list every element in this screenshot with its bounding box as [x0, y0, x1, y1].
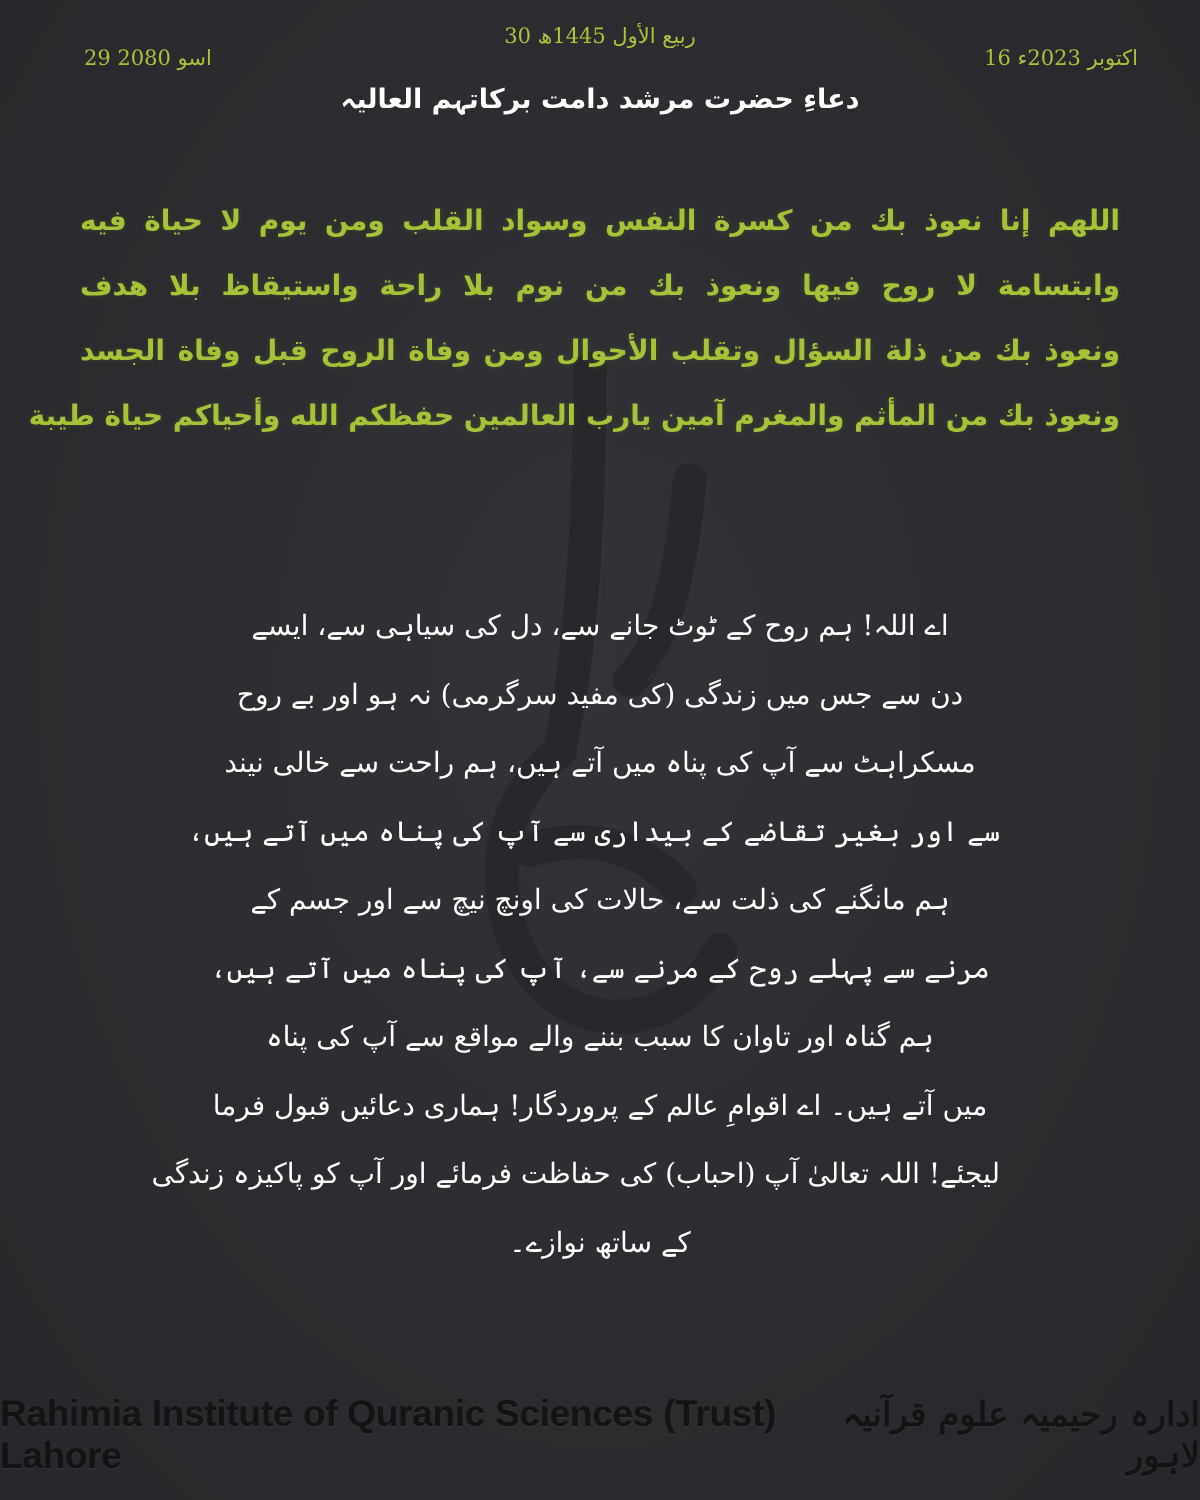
footer [0, 1393, 1200, 1476]
date-bikrami: 29 اسو 2080 [84, 46, 212, 70]
arabic-line: وابتسامة لا روح فيها ونعوذ بك من نوم بلا راحة واستيقاظ بلا هدف [80, 269, 1120, 302]
arabic-dua [28, 188, 1120, 448]
institute-logo-urdu: ادارہ رحیمیہ علوم قرآنیہ لاہور [842, 1395, 1200, 1476]
urdu-line: میں آتے ہیں۔ اے اقوامِ عالم کے پروردگار! ہماری دعائیں قبول فرما [212, 1088, 988, 1122]
urdu-line: دن سے جس میں زندگی (کی مفید سرگرمی) نہ ہو اور بے روح [236, 677, 964, 711]
arabic-line: ونعوذ بك من المأثم والمغرم آمين يارب العالمين حفظكم الله وأحياكم حياة طيبة [28, 399, 1120, 432]
urdu-line: ہم مانگنے کی ذلت سے، حالات کی اونچ نیچ سے اور جسم کے [250, 883, 950, 916]
date-hijri: 30 ربیع الأول 1445ھ [504, 24, 696, 48]
urdu-line: کے ساتھ نوازے۔ [509, 1225, 691, 1259]
urdu-translation [151, 592, 1000, 1277]
urdu-line: مرنے سے پہلے روح کے مرنے سے، آپ کی پناہ میں آتے ہیں، [210, 951, 990, 985]
urdu-line: ہم گناہ اور تاوان کا سبب بننے والے مواقع سے آپ کی پناہ [266, 1020, 934, 1053]
urdu-line: مسکراہٹ سے آپ کی پناہ میں آتے ہیں، ہم راحت سے خالی نیند [224, 746, 976, 779]
arabic-line: اللهم إنا نعوذ بك من كسرة النفس وسواد القلب ومن يوم لا حياة فيه [80, 204, 1120, 237]
urdu-line: لیجئے! اللہ تعالیٰ آپ (احباب) کی حفاظت فرمائے اور آپ کو پاکیزہ زندگی [151, 1157, 1000, 1190]
arabic-line: ونعوذ بك من ذلة السؤال وتقلب الأحوال ومن وفاة الروح قبل وفاة الجسد [80, 334, 1120, 367]
urdu-line: سے اور بغیر تقاضے کے بیداری سے آپ کی پناہ میں آتے ہیں، [187, 814, 1000, 848]
urdu-line: اے اللہ! ہم روح کے ٹوٹ جانے سے، دل کی سیاہی سے، ایسے [251, 609, 949, 642]
date-gregorian: 16 اکتوبر 2023ء [984, 46, 1138, 70]
page-title: دعاءِ حضرت مرشد دامت برکاتہم العالیہ [340, 84, 860, 115]
institute-name-english: Rahimia Institute of Quranic Sciences (Trust) Lahore [0, 1393, 777, 1476]
